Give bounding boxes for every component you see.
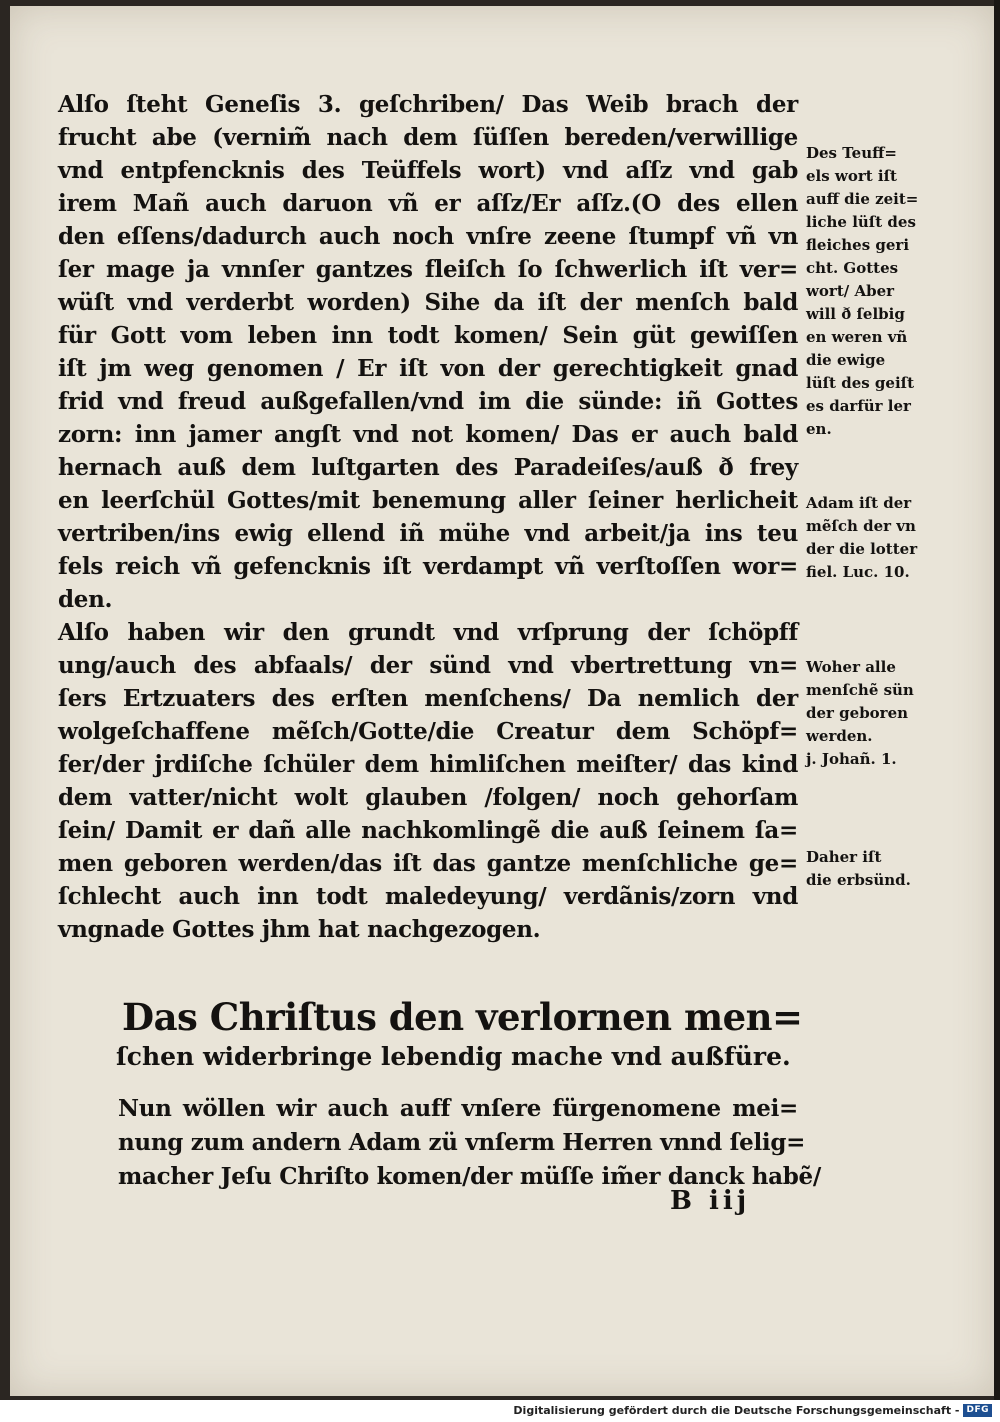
text-line: irem Mañ auch daruon vñ er aſſz/Er aſſz.(O des ellen bbox=[58, 190, 798, 217]
text-line: vngnade Gottes jhm hat nachgezogen. bbox=[58, 916, 541, 943]
margin-line: Woher alle bbox=[806, 658, 896, 676]
margin-line: mẽſch der vn bbox=[806, 517, 916, 535]
text-line: fer/der jrdiſche ſchüler dem himliſchen meiſter/ das kind bbox=[58, 751, 798, 778]
text-line: zorn: inn jamer angſt vnd not komen/ Das er auch bald bbox=[58, 421, 798, 448]
text-line: vertriben/ins ewig ellend iñ mühe vnd arbeit/ja ins teu bbox=[58, 520, 798, 547]
margin-line: lüſt des geiſt bbox=[806, 374, 915, 392]
margin-line: liche lüſt des bbox=[806, 213, 916, 231]
text-line: frid vnd freud außgefallen/vnd im die sünde: iñ Gottes bbox=[58, 388, 798, 415]
margin-line: Des Teuff= bbox=[806, 144, 897, 162]
footer-text: Digitalisierung gefördert durch die Deutsche Forschungsgemeinschaft - bbox=[513, 1404, 960, 1417]
margin-line: menſchẽ sün bbox=[806, 681, 914, 699]
margin-line: will ð ſelbig bbox=[806, 305, 905, 323]
heading-line-1: Das Chriſtus den verlornen men= bbox=[122, 995, 803, 1039]
digitization-footer bbox=[513, 1404, 992, 1417]
margin-line: en weren vñ bbox=[806, 328, 908, 346]
text-line: dem vatter/nicht wolt glauben /folgen/ noch gehorſam bbox=[58, 784, 798, 811]
margin-line: werden. bbox=[806, 727, 873, 745]
marginal-note-3 bbox=[806, 656, 914, 771]
margin-line: fleiches geri bbox=[806, 236, 910, 254]
margin-line: wort/ Aber bbox=[806, 282, 895, 300]
text-line: Alſo ſteht Geneſis 3. geſchriben/ Das Weib brach der bbox=[58, 91, 798, 118]
text-line: ſein/ Damit er dañ alle nachkomlingẽ die auß ſeinem ſa= bbox=[58, 817, 798, 844]
section-heading bbox=[116, 994, 803, 1074]
margin-line: die ewige bbox=[806, 351, 886, 369]
text-line: hernach auß dem luſtgarten des Paradeiſes/auß ð frey bbox=[58, 454, 798, 481]
text-line: ſer mage ja vnnſer gantzes fleiſch ſo ſchwerlich iſt ver= bbox=[58, 256, 798, 283]
marginal-note-4 bbox=[806, 846, 911, 892]
text-line: wolgeſchaffene mẽſch/Gotte/die Creatur dem Schöpf= bbox=[58, 718, 798, 745]
margin-line: Adam iſt der bbox=[806, 494, 912, 512]
marginal-note-1 bbox=[806, 142, 918, 441]
paragraph-2 bbox=[58, 616, 798, 946]
text-line: wüſt vnd verderbt worden) Sihe da iſt der menſch bald bbox=[58, 289, 798, 316]
text-line: ſers Ertzuaters des erſten menſchens/ Da nemlich der bbox=[58, 685, 798, 712]
margin-line: en. bbox=[806, 420, 832, 438]
margin-line: cht. Gottes bbox=[806, 259, 899, 277]
margin-line: auff die zeit= bbox=[806, 190, 919, 208]
text-line: men geboren werden/das iſt das gantze menſchliche ge= bbox=[58, 850, 798, 877]
text-line: ung/auch des abfaals/ der sünd vnd vbertrettung vn= bbox=[58, 652, 798, 679]
dfg-logo-icon: DFG bbox=[963, 1404, 992, 1417]
text-line: frucht abe (vernim̃ nach dem ſüſſen bereden/verwillige bbox=[58, 124, 798, 151]
text-line: nung zum andern Adam zü vnſerm Herren vnnd ſelig= bbox=[118, 1129, 806, 1156]
main-text-block bbox=[58, 88, 798, 946]
margin-line: els wort iſt bbox=[806, 167, 897, 185]
text-line: den eſſens/dadurch auch noch vnſre zeene ſtumpf vñ vn bbox=[58, 223, 798, 250]
margin-line: es darfür ler bbox=[806, 397, 911, 415]
page-gutter bbox=[994, 0, 1000, 1400]
signature-mark: B iij bbox=[670, 1186, 751, 1216]
margin-line: fiel. Luc. 10. bbox=[806, 563, 910, 581]
margin-line: Daher iſt bbox=[806, 848, 882, 866]
marginal-note-2 bbox=[806, 492, 917, 584]
text-line: vnd entpfencknis des Teüffels wort) vnd aſſz vnd gab bbox=[58, 157, 798, 184]
text-line: für Gott vom leben inn todt komen/ Sein güt gewiſſen bbox=[58, 322, 798, 349]
text-line: ſchlecht auch inn todt maledeyung/ verdãnis/zorn vnd bbox=[58, 883, 798, 910]
text-line: en leerſchül Gottes/mit benemung aller ſeiner herlicheit bbox=[58, 487, 798, 514]
text-line: Nun wöllen wir auch auff vnſere fürgenomene mei= bbox=[118, 1095, 798, 1122]
margin-line: der die lotter bbox=[806, 540, 918, 558]
section-text-block bbox=[118, 1092, 821, 1194]
paragraph-1 bbox=[58, 88, 798, 616]
margin-line: der geboren bbox=[806, 704, 909, 722]
text-line: den. bbox=[58, 586, 113, 613]
margin-line: die erbsünd. bbox=[806, 871, 911, 889]
text-line: macher Jeſu Chriſto komen/der müſſe im̃er danck habẽ/ bbox=[118, 1163, 821, 1190]
text-line: Alſo haben wir den grundt vnd vrſprung der ſchöpff bbox=[58, 619, 798, 646]
margin-line: j. Johañ. 1. bbox=[806, 750, 897, 768]
text-line: iſt jm weg genomen / Er iſt von der gerechtigkeit gnad bbox=[58, 355, 798, 382]
text-line: fels reich vñ gefencknis iſt verdampt vñ verſtoſſen wor= bbox=[58, 553, 798, 580]
heading-line-2: ſchen widerbringe lebendig mache vnd außfüre. bbox=[116, 1042, 791, 1071]
